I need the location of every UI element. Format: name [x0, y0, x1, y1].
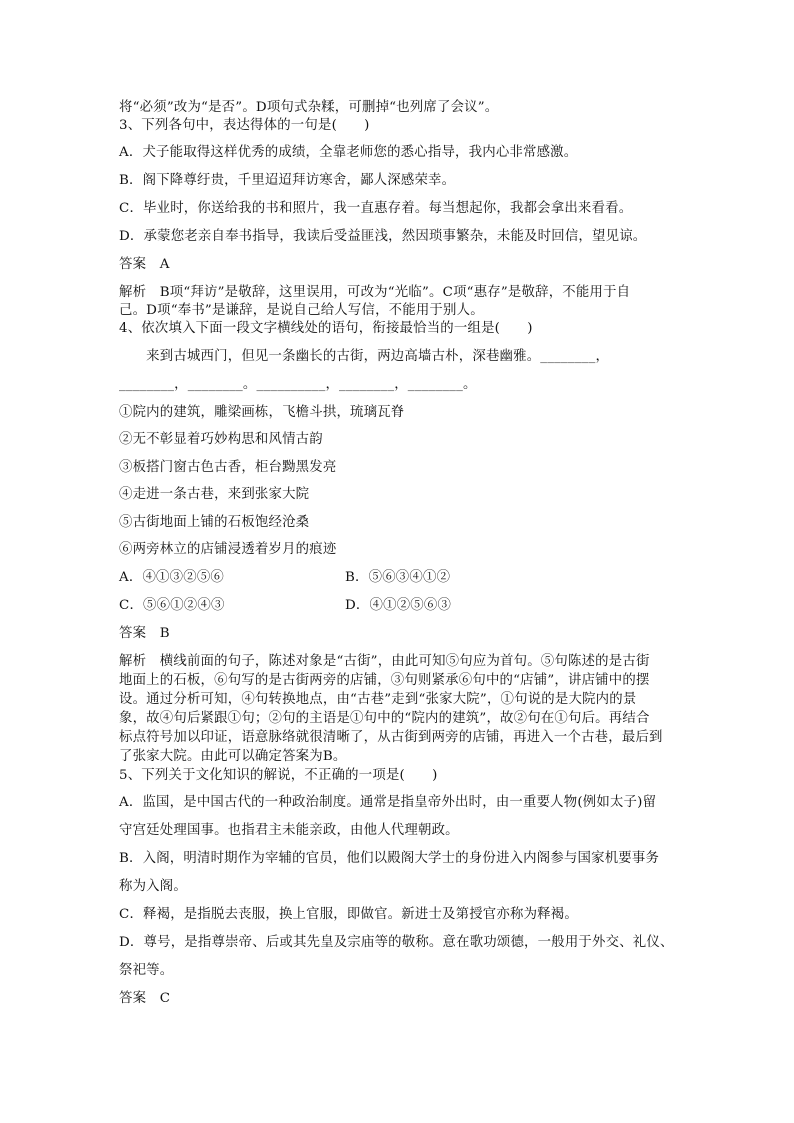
question-5-option-b-line-1: B．入阁，明清时期作为宰辅的官员，他们以殿阁大学士的身份进入内阁参与国家机要事务: [119, 851, 660, 866]
question-5-stem: 5、下列关于文化知识的解说，不正确的一项是( ): [119, 768, 438, 783]
question-5-option-d-line-2: 祭祀等。: [119, 963, 174, 978]
question-5-option-d-line-1: D．尊号，是指尊崇帝、后或其先皇及宗庙等的敬称。意在歌功颂德，一般用于外交、礼仪、: [119, 935, 674, 950]
question-4-option-d: D．④①②⑤⑥③: [345, 598, 452, 613]
question-4-option-a: A．④①③②⑤⑥: [119, 570, 225, 585]
question-4-option-c: C．⑤⑥①②④③: [119, 598, 225, 613]
question-4-explanation-line-3: 设。通过分析可知，④句转换地点，由“古巷”走到“张家大院”，①句说的是大院内的景: [119, 692, 637, 707]
question-4-explanation-line-4: 象，故④句后紧跟①句；②句的主语是①句中的“院内的建筑”，故②句在①句后。再结合: [119, 711, 650, 726]
question-4-explanation-line-5: 标点符号加以印证，语意脉络就很清晰了，从古街到两旁的店铺，再进入一个古巷，最后到: [119, 730, 663, 745]
question-4-option-b: B．⑤⑥③④①②: [345, 570, 451, 585]
question-3-answer: 答案 A: [119, 257, 170, 272]
sentence-2: ②无不彰显着巧妙构思和风情古韵: [119, 432, 323, 447]
question-5-option-a-line-2: 守宫廷处理国事。也指君主未能亲政，由他人代理朝政。: [119, 823, 459, 838]
question-3-option-c: C．毕业时，你送给我的书和照片，我一直惠存着。每当想起你，我都会拿出来看看。: [119, 201, 633, 216]
question-4-answer: 答案 B: [119, 626, 170, 641]
question-3-option-b: B．阁下降尊纡贵，千里迢迢拜访寒舍，鄙人深感荣幸。: [119, 173, 456, 188]
question-4-explanation-line-2: 地面上的石板，⑥句写的是古街两旁的店铺，③句则紧承⑥句中的“店铺”，讲店铺中的摆: [119, 673, 650, 688]
question-3-explanation-line-1: 解析 B项“拜访”是敬辞，这里误用，可改为“光临”。C项“惠存”是敬辞，不能用于自: [119, 285, 631, 300]
sentence-1: ①院内的建筑，雕梁画栋，飞檐斗拱，琉璃瓦脊: [119, 405, 405, 420]
sentence-3: ③板搭门窗古色古香，柜台黝黑发亮: [119, 460, 337, 475]
question-4-passage-line-1: 来到古城西门，但见一条幽长的古街，两边高墙古朴，深巷幽雅。________，: [119, 349, 610, 364]
prev-explanation-tail: 将“必须”改为“是否”。D项句式杂糅，可删掉“也列席了会议”。: [119, 100, 499, 115]
question-4-explanation-line-6: 了张家大院。由此可以确定答案为B。: [119, 749, 347, 764]
question-5-option-c: C．释褐，是指脱去丧服，换上官服，即做官。新进士及第授官亦称为释褐。: [119, 907, 578, 922]
sentence-5: ⑤古街地面上铺的石板饱经沧桑: [119, 515, 310, 530]
sentence-4: ④走进一条古巷，来到张家大院: [119, 487, 310, 502]
question-4-passage-line-2: ________，________。__________，________，________。: [119, 377, 477, 392]
question-5-option-b-line-2: 称为入阁。: [119, 879, 187, 894]
sentence-6: ⑥两旁林立的店铺浸透着岁月的痕迹: [119, 542, 337, 557]
question-4-stem: 4、依次填入下面一段文字横线处的语句，衔接最恰当的一组是( ): [119, 321, 533, 336]
question-3-stem: 3、下列各句中，表达得体的一句是( ): [119, 118, 370, 133]
question-3-explanation-line-2: 己。D项“奉书”是谦辞，是说自己给人写信，不能用于别人。: [119, 303, 484, 318]
question-3-option-d: D．承蒙您老亲自奉书指导，我读后受益匪浅，然因琐事繁杂，未能及时回信，望见谅。: [119, 229, 647, 244]
question-3-option-a: A．犬子能取得这样优秀的成绩，全靠老师您的悉心指导，我内心非常感激。: [119, 145, 578, 160]
question-5-answer: 答案 C: [119, 991, 171, 1006]
question-4-explanation-line-1: 解析 横线前面的句子，陈述对象是“古街”，由此可知⑤句应为首句。⑤句陈述的是古街: [119, 654, 650, 669]
question-5-option-a-line-1: A．监国，是中国古代的一种政治制度。通常是指皇帝外出时，由一重要人物(例如太子)留: [119, 795, 657, 810]
